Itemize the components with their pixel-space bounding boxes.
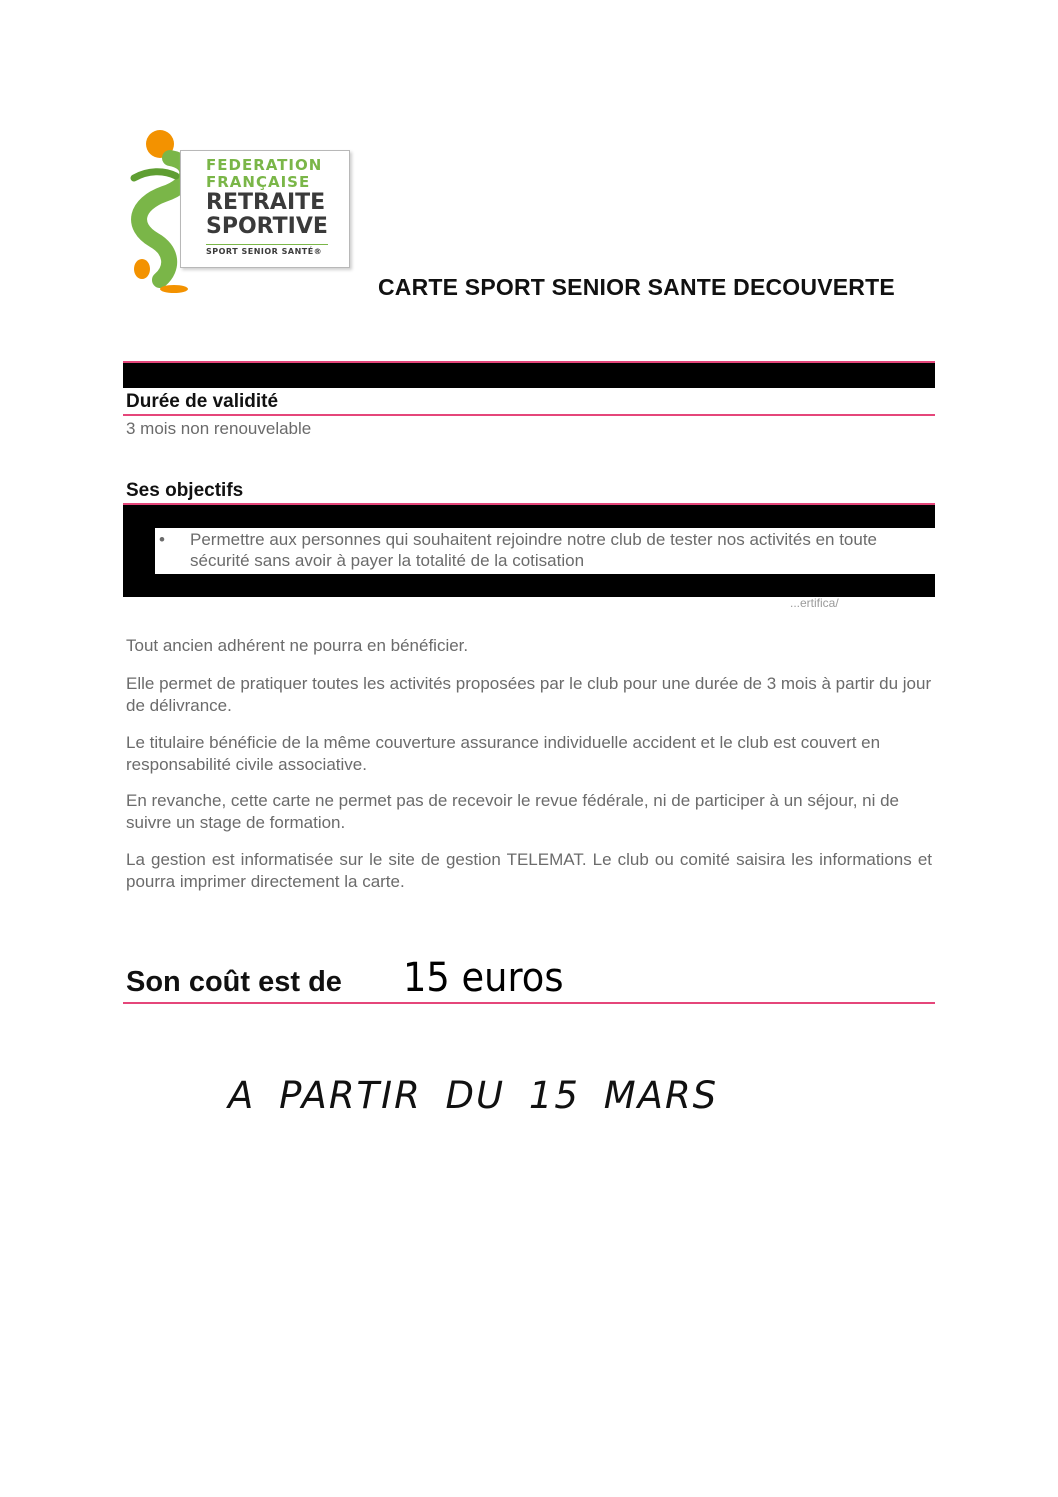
logo-line: SPORTIVE (206, 214, 328, 239)
paragraph: En revanche, cette carte ne permet pas de recevoir le revue fédérale, ni de participer à un séjour, ni de suivre un stage de formation. (126, 791, 900, 832)
redaction-bar (123, 363, 935, 388)
objective-text: Permettre aux personnes qui souhaitent rejoindre notre club de tester nos activités en toute sécurité sans avoir à payer la totalité de la cotisation (190, 530, 878, 570)
validity-text: 3 mois non renouvelable (126, 419, 312, 438)
partial-text: ...ertifica/ (790, 596, 839, 608)
validity-heading: Durée de validité (126, 391, 279, 412)
paragraph: Elle permet de pratiquer toutes les activités proposées par le club pour une durée de 3 mois à partir du jour de délivrance. (126, 674, 932, 715)
bullet-icon: • (159, 530, 165, 549)
cost-value: 15 euros (403, 955, 564, 1001)
divider (123, 1002, 935, 1004)
logo-tagline: SPORT SENIOR SANTÉ® (206, 244, 328, 256)
document-title: CARTE SPORT SENIOR SANTE DECOUVERTE (378, 274, 895, 300)
objectives-heading: Ses objectifs (126, 480, 244, 501)
paragraph: Tout ancien adhérent ne pourra en bénéficier. (126, 636, 469, 655)
objective-list-item (155, 528, 935, 574)
cost-label: Son coût est de (126, 966, 342, 998)
logo-line: FEDERATION (206, 156, 323, 174)
paragraph: Le titulaire bénéficie de la même couverture assurance individuelle accident et le club est couvert en responsabilité civile associative. (126, 733, 881, 774)
logo-line: RETRAITE (206, 190, 326, 215)
ffrs-logo (124, 122, 354, 294)
start-date-note: A PARTIR DU 15 MARS (228, 1074, 719, 1117)
divider (123, 414, 935, 416)
paragraph: La gestion est informatisée sur le site de gestion TELEMAT. Le club ou comité saisira les informations et pourra imprimer directement la carte. (126, 850, 932, 891)
logo-wordmark (206, 158, 328, 256)
logo-line: FRANÇAISE (206, 173, 311, 191)
